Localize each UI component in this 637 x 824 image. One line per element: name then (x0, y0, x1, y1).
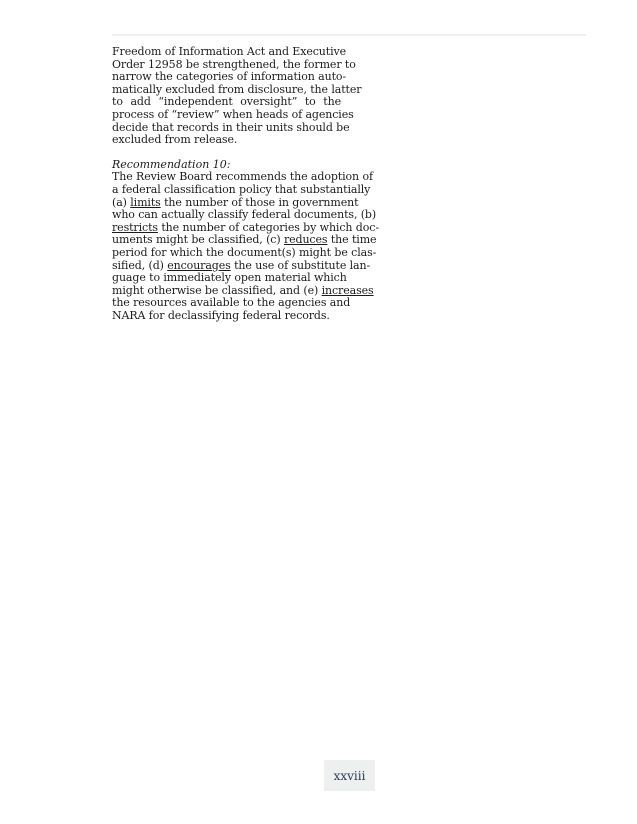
underlined-term-increases: increases (321, 283, 374, 297)
paragraph-foia (112, 45, 362, 147)
text-line: Order 12958 be strengthened, the former to (112, 57, 356, 71)
underlined-term-reduces: reduces (283, 233, 328, 247)
text-line: excluded from release. (112, 133, 238, 147)
page-number-box (324, 760, 375, 791)
text-line: a federal classification policy that substantially (112, 182, 371, 196)
text-fragment: uments might be classified, (c) (112, 233, 284, 247)
text-fragment: might otherwise be classified, and (e) (112, 283, 322, 297)
text-fragment: the number of categories by which doc- (157, 220, 379, 234)
text-line: who can actually classify federal documents, (b) (112, 208, 377, 222)
text-column (112, 45, 379, 322)
text-fragment: (a) (112, 195, 131, 209)
underlined-term-encourages: encourages (167, 258, 231, 272)
text-line: narrow the categories of information auto- (112, 70, 347, 84)
text-line: guage to immediately open material which (112, 271, 347, 285)
text-fragment: the use of substitute lan- (230, 258, 371, 272)
recommendation-heading: Recommendation 10: (112, 157, 231, 171)
text-line: to add “independent oversight” to the (112, 95, 341, 109)
text-line: The Review Board recommends the adoption of (112, 170, 373, 184)
underlined-term-restricts: restricts (112, 220, 158, 234)
text-line: period for which the document(s) might be clas- (112, 245, 377, 259)
page-number: xxviii (333, 768, 366, 783)
text-line: Freedom of Information Act and Executive (112, 45, 347, 58)
text-fragment: the number of those in government (160, 195, 359, 209)
top-divider (112, 34, 586, 36)
text-line: NARA for declassifying federal records. (112, 308, 330, 322)
text-line: the resources available to the agencies and (112, 296, 351, 310)
text-line: decide that records in their units should be (112, 120, 350, 134)
text-fragment: sified, (d) (112, 258, 168, 272)
recommendation-10 (112, 157, 379, 323)
text-line: matically excluded from disclosure, the latter (112, 82, 362, 96)
text-fragment: the time (327, 233, 377, 247)
underlined-term-limits: limits (130, 195, 161, 209)
text-line: process of “review” when heads of agencies (112, 107, 354, 121)
paragraph-spacer (112, 147, 341, 159)
